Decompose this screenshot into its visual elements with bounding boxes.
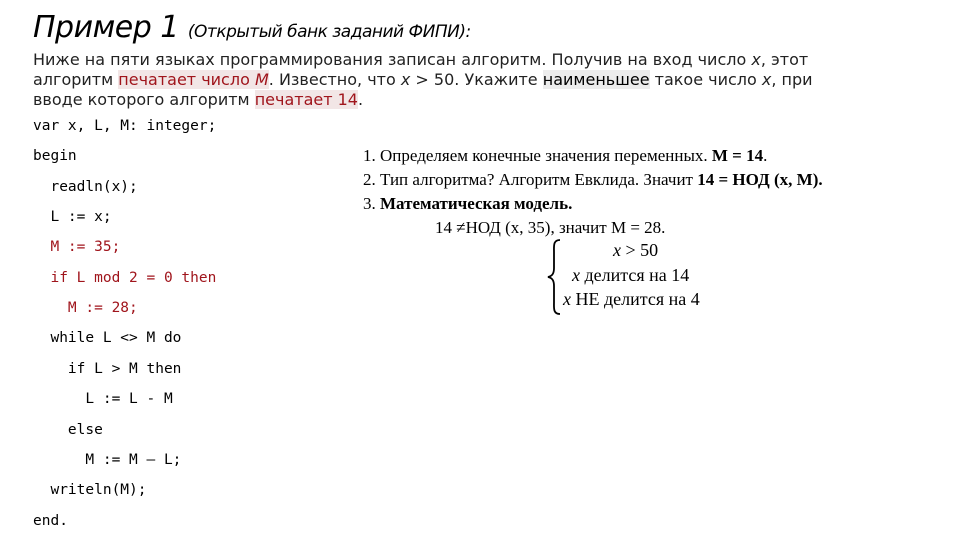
condition-row <box>572 265 689 286</box>
highlight-prints-m <box>118 70 269 89</box>
condition-text: делится на 14 <box>580 265 690 285</box>
condition-text: НЕ делится на 4 <box>571 289 700 309</box>
condition-row <box>613 240 658 261</box>
condition-var: x <box>613 240 621 260</box>
code-line: else <box>33 422 103 438</box>
step-result: M = 14 <box>711 146 764 165</box>
highlight-var-m: M <box>254 70 269 89</box>
curly-brace-icon <box>545 238 565 316</box>
task-var-x: x <box>400 70 411 89</box>
code-line: if L > M then <box>33 361 182 377</box>
code-line: L := L - M <box>33 391 173 407</box>
code-line: M := M – L; <box>33 452 182 468</box>
task-text: , этот алгоритм <box>33 50 809 89</box>
code-line: end. <box>33 513 68 529</box>
task-statement <box>33 50 853 110</box>
solution-step-3 <box>363 192 572 216</box>
solution-note: 14 ≠НОД (x, 35), значит M = 28. <box>435 218 666 237</box>
step-text: 1. Определяем конечные значения переменных. <box>363 146 712 165</box>
highlight-text: печатает число <box>118 70 255 89</box>
task-var-x: x <box>751 50 761 69</box>
title-main: Пример 1 <box>33 10 179 45</box>
condition-var: x <box>563 289 571 309</box>
page-title <box>33 10 471 45</box>
task-text: Ниже на пяти языках программирования записан алгоритм. Получив на вход число <box>33 50 752 69</box>
code-line: readln(x); <box>33 179 138 195</box>
code-line: L := x; <box>33 209 112 225</box>
solution-step-2 <box>363 168 823 192</box>
condition-var: x <box>572 265 580 285</box>
code-line: while L <> M do <box>33 330 182 346</box>
title-source: (Открытый банк заданий ФИПИ): <box>187 22 471 42</box>
condition-text: > 50 <box>621 240 659 260</box>
code-line: begin <box>33 148 77 164</box>
step-heading: Математическая модель. <box>380 194 573 213</box>
code-line: var x, L, M: integer; <box>33 118 217 134</box>
task-text: . Известно, что <box>268 70 401 89</box>
step-text: 2. Тип алгоритма? Алгоритм Евклида. Значит <box>363 170 698 189</box>
task-text: . <box>357 90 364 109</box>
condition-row <box>563 289 700 310</box>
step-result: 14 = НОД (x, M). <box>697 170 823 189</box>
step-text: . <box>763 146 768 165</box>
task-text: такое число <box>649 70 762 89</box>
step-text: 3. <box>363 194 380 213</box>
condition-system <box>545 238 795 316</box>
code-line-highlighted: M := 28; <box>33 300 138 316</box>
solution-step-1 <box>363 144 767 168</box>
code-line-highlighted: if L mod 2 = 0 then <box>33 270 217 286</box>
code-line-highlighted: M := 35; <box>33 239 121 255</box>
highlight-smallest: наименьшее <box>542 70 650 89</box>
task-var-x: x <box>761 70 772 89</box>
highlight-prints-14: печатает 14 <box>254 90 358 109</box>
task-text: > 50. Укажите <box>410 70 543 89</box>
code-line: writeln(M); <box>33 482 147 498</box>
task-text: , при вводе которого алгоритм <box>33 70 813 109</box>
